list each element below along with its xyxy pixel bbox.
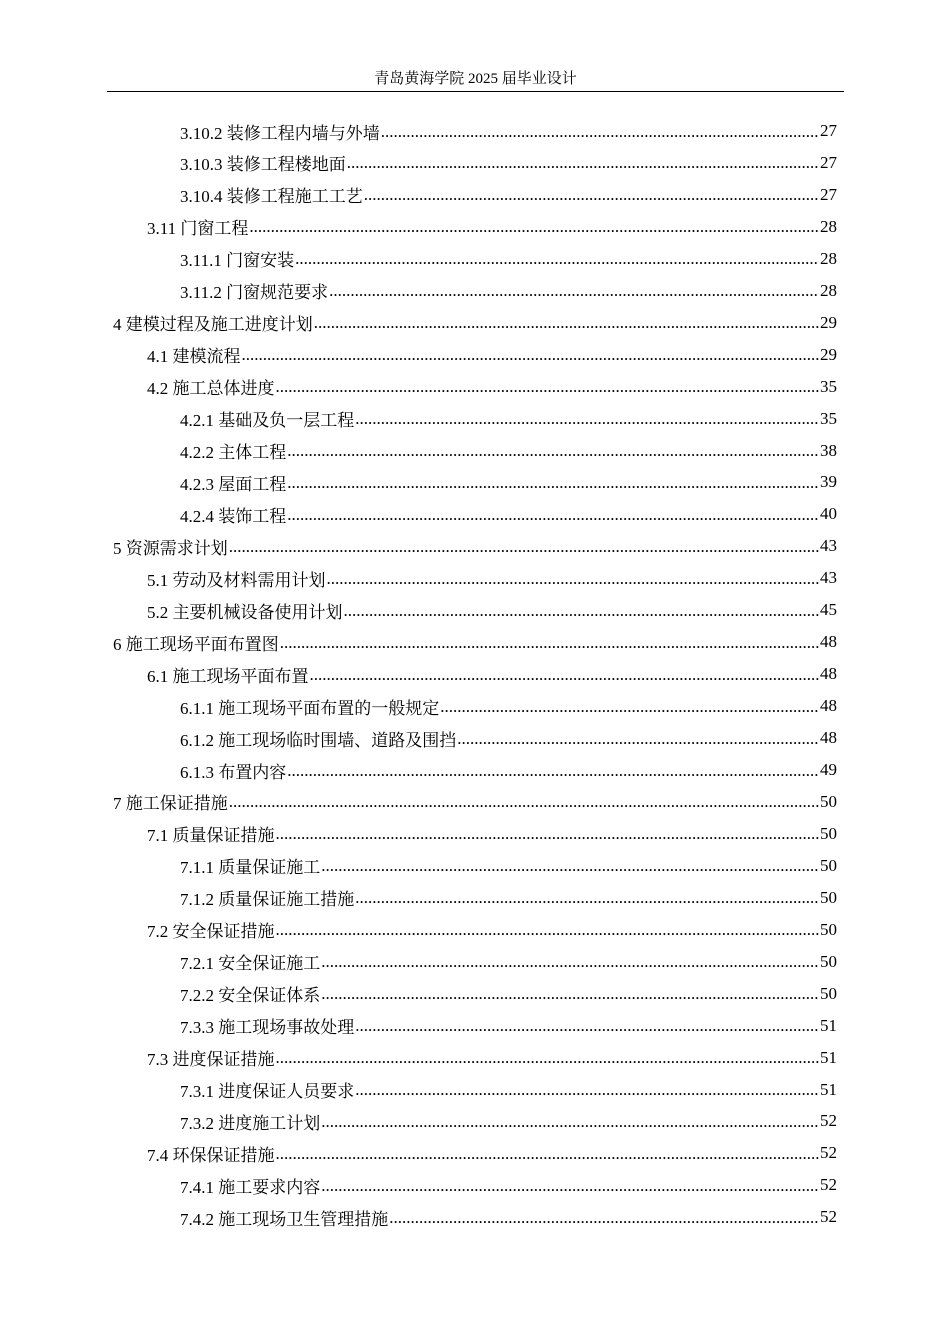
toc-dot-leader (321, 953, 819, 970)
toc-entry-title: 7.2.2 安全保证体系 (180, 986, 321, 1006)
toc-entry[interactable] (180, 690, 837, 722)
toc-entry-title: 7.1 质量保证措施 (147, 826, 275, 846)
toc-entry[interactable] (147, 594, 837, 626)
toc-entry-page: 50 (820, 823, 837, 843)
toc-entry-page: 50 (820, 951, 837, 971)
toc-dot-leader (229, 793, 819, 810)
toc-entry[interactable] (180, 275, 837, 307)
toc-dot-leader (347, 154, 819, 171)
toc-entry-page: 48 (820, 632, 837, 652)
toc-entry[interactable] (113, 786, 837, 818)
toc-dot-leader (440, 698, 819, 715)
toc-entry-page: 27 (820, 152, 837, 172)
toc-dot-leader (276, 1145, 820, 1162)
toc-entry[interactable] (180, 754, 837, 786)
toc-dot-leader (249, 218, 819, 235)
toc-entry[interactable] (147, 1042, 837, 1074)
toc-dot-leader (276, 378, 820, 395)
toc-entry-page: 52 (820, 1111, 837, 1131)
toc-entry-title: 7 施工保证措施 (113, 794, 228, 814)
toc-entry-page: 48 (820, 696, 837, 716)
toc-entry-title: 7.3.1 进度保证人员要求 (180, 1082, 355, 1101)
toc-entry-title: 7.3 进度保证措施 (147, 1050, 275, 1070)
page-header (107, 70, 844, 92)
toc-dot-leader (287, 442, 819, 459)
toc-entry-page: 49 (820, 760, 837, 779)
toc-dot-leader (355, 1081, 819, 1098)
toc-dot-leader (355, 1017, 819, 1034)
toc-entry[interactable] (180, 243, 837, 275)
toc-dot-leader (321, 1177, 819, 1194)
toc-entry-title: 7.4 环保保证措施 (147, 1145, 275, 1165)
toc-entry-title: 3.10.3 装修工程楼地面 (180, 155, 346, 175)
toc-entry[interactable] (180, 1010, 837, 1042)
toc-entry[interactable] (180, 147, 837, 179)
toc-entry[interactable] (113, 530, 837, 562)
toc-entry-title: 5.1 劳动及材料需用计划 (147, 570, 326, 590)
toc-entry-page: 29 (820, 312, 837, 332)
toc-entry[interactable] (180, 403, 837, 435)
toc-entry-title: 6 施工现场平面布置图 (113, 634, 279, 654)
toc-dot-leader (344, 602, 820, 619)
toc-entry-title: 4.2.3 屋面工程 (180, 474, 287, 494)
toc-dot-leader (287, 474, 819, 491)
toc-entry-page: 27 (820, 121, 837, 140)
toc-entry-title: 3.10.2 装修工程内墙与外墙 (180, 123, 380, 143)
toc-entry-page: 43 (820, 568, 837, 588)
toc-entry-title: 3.11.2 门窗规范要求 (180, 283, 329, 303)
toc-entry-title: 4.2.2 主体工程 (180, 443, 287, 462)
toc-entry-title: 3.10.4 装修工程施工工艺 (180, 187, 363, 207)
toc-entry-title: 7.3.2 进度施工计划 (180, 1113, 321, 1133)
toc-entry-page: 48 (820, 728, 837, 748)
toc-dot-leader (314, 314, 819, 331)
toc-entry-title: 4 建模过程及施工进度计划 (113, 315, 313, 335)
toc-entry-page: 48 (820, 664, 837, 684)
toc-dot-leader (287, 762, 819, 779)
toc-entry-page: 52 (820, 1207, 837, 1227)
toc-entry[interactable] (147, 658, 837, 690)
toc-entry[interactable] (180, 466, 837, 498)
toc-entry[interactable] (180, 179, 837, 211)
toc-entry-page: 50 (820, 887, 837, 907)
toc-entry-page: 40 (820, 504, 837, 524)
toc-dot-leader (276, 1049, 820, 1066)
toc-entry[interactable] (147, 562, 837, 594)
toc-entry-title: 5 资源需求计划 (113, 538, 228, 558)
toc-entry-page: 45 (820, 600, 837, 620)
toc-dot-leader (457, 730, 819, 747)
toc-entry[interactable] (180, 978, 837, 1010)
toc-entry[interactable] (147, 818, 837, 850)
toc-entry-title: 4.1 建模流程 (147, 347, 241, 367)
toc-dot-leader (242, 346, 820, 363)
toc-entry[interactable] (147, 371, 837, 403)
toc-entry-title: 3.11 门窗工程 (147, 219, 249, 239)
toc-entry[interactable] (180, 115, 837, 147)
toc-dot-leader (381, 123, 819, 140)
toc-entry-title: 7.2 安全保证措施 (147, 922, 275, 942)
toc-dot-leader (229, 538, 819, 555)
toc-entry[interactable] (180, 435, 837, 467)
toc-dot-leader (295, 250, 819, 267)
toc-entry-title: 7.4.2 施工现场卫生管理措施 (180, 1209, 389, 1229)
toc-dot-leader (329, 282, 819, 299)
toc-dot-leader (327, 570, 820, 587)
toc-entry-title: 5.2 主要机械设备使用计划 (147, 602, 343, 622)
toc-dot-leader (321, 985, 819, 1002)
toc-dot-leader (280, 634, 819, 651)
toc-entry-page: 50 (820, 855, 837, 875)
toc-dot-leader (389, 1209, 819, 1226)
toc-entry[interactable] (147, 211, 837, 243)
toc-entry-page: 35 (820, 408, 837, 428)
toc-dot-leader (310, 666, 820, 683)
toc-entry-page: 50 (820, 983, 837, 1003)
toc-entry[interactable] (180, 850, 837, 882)
toc-entry-title: 4.2.1 基础及负一层工程 (180, 411, 355, 431)
toc-dot-leader (321, 1113, 819, 1130)
toc-dot-leader (276, 921, 820, 938)
toc-entry[interactable] (180, 1169, 837, 1201)
toc-entry[interactable] (180, 722, 837, 754)
toc-entry-page: 51 (820, 1079, 837, 1099)
toc-dot-leader (364, 186, 819, 203)
toc-entry-page: 51 (820, 1047, 837, 1067)
toc-entry-page: 43 (820, 536, 837, 556)
toc-entry-title: 3.11.1 门窗安装 (180, 251, 295, 271)
toc-entry-page: 52 (820, 1143, 837, 1163)
toc-entry-title: 4.2.4 装饰工程 (180, 506, 287, 526)
toc-entry[interactable] (147, 914, 837, 946)
header-title: 青岛黄海学院 2025 届毕业设计 (374, 71, 577, 87)
toc-entry-page: 38 (820, 440, 837, 460)
toc-entry-title: 6.1.1 施工现场平面布置的一般规定 (180, 698, 440, 718)
toc-dot-leader (287, 506, 819, 523)
toc-entry-page: 27 (820, 184, 837, 204)
toc-entry[interactable] (180, 882, 837, 914)
toc-entry[interactable] (147, 1137, 837, 1169)
toc-entry-title: 7.3.3 施工现场事故处理 (180, 1018, 355, 1038)
toc-entry[interactable] (180, 1074, 837, 1106)
toc-entry-title: 7.2.1 安全保证施工 (180, 954, 321, 974)
toc-entry[interactable] (180, 946, 837, 978)
toc-entry-page: 39 (820, 472, 837, 492)
toc-entry-page: 28 (820, 216, 837, 236)
toc-entry-title: 6.1.3 布置内容 (180, 762, 287, 782)
toc-entry[interactable] (180, 1105, 837, 1137)
toc-dot-leader (321, 857, 819, 874)
toc-entry-title: 7.4.1 施工要求内容 (180, 1177, 321, 1197)
toc-entry[interactable] (180, 498, 837, 530)
toc-entry[interactable] (113, 307, 837, 339)
toc-entry-page: 50 (820, 791, 837, 811)
toc-entry-page: 29 (820, 344, 837, 364)
toc-entry-page: 28 (820, 248, 837, 268)
toc-entry[interactable] (147, 339, 837, 371)
toc-entry-title: 4.2 施工总体进度 (147, 379, 275, 399)
toc-entry-page: 50 (820, 919, 837, 939)
toc-entry-title: 7.1.2 质量保证施工措施 (180, 890, 355, 910)
toc-dot-leader (355, 410, 819, 427)
toc-dot-leader (355, 889, 819, 906)
toc-entry-page: 28 (820, 280, 837, 300)
toc-dot-leader (276, 825, 820, 842)
toc-entry[interactable] (180, 1201, 837, 1233)
toc-entry-page: 52 (820, 1175, 837, 1195)
toc-entry[interactable] (113, 626, 837, 658)
toc-entry-page: 35 (820, 376, 837, 396)
toc-entry-title: 6.1 施工现场平面布置 (147, 666, 309, 686)
toc-entry-title: 6.1.2 施工现场临时围墙、道路及围挡 (180, 730, 457, 750)
toc-entry-title: 7.1.1 质量保证施工 (180, 858, 321, 878)
toc-entry-page: 51 (820, 1015, 837, 1035)
